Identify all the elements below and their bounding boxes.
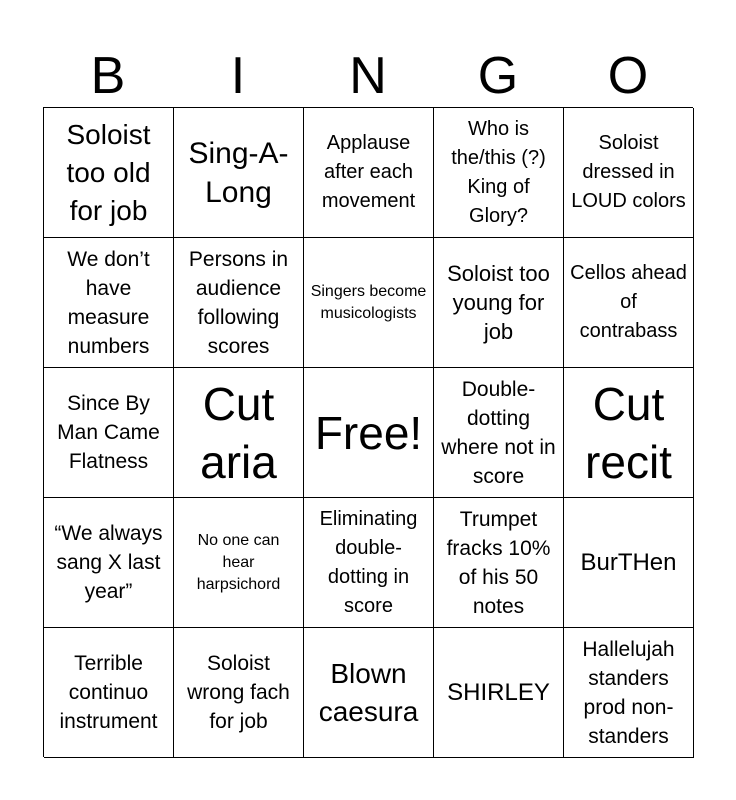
bingo-cell[interactable]: Soloist too old for job	[44, 108, 174, 238]
bingo-header	[43, 44, 693, 108]
bingo-cell[interactable]: Singers become musicologists	[304, 238, 434, 368]
bingo-cell[interactable]: Blown caesura	[304, 628, 434, 758]
header-letter-o: O	[607, 47, 649, 105]
bingo-cell[interactable]: Soloist wrong fach for job	[174, 628, 304, 758]
bingo-cell[interactable]: We don’t have measure numbers	[44, 238, 174, 368]
bingo-cell[interactable]: Persons in audience following scores	[174, 238, 304, 368]
bingo-cell[interactable]: Double-dotting where not in score	[434, 368, 564, 498]
bingo-cell[interactable]: Cellos ahead of contrabass	[564, 238, 694, 368]
bingo-cell[interactable]: Trumpet fracks 10% of his 50 notes	[434, 498, 564, 628]
bingo-cell[interactable]: Cut recit	[564, 368, 694, 498]
bingo-cell[interactable]: Applause after each movement	[304, 108, 434, 238]
bingo-cell[interactable]: Soloist dressed in LOUD colors	[564, 108, 694, 238]
bingo-cell[interactable]: Terrible continuo instrument	[44, 628, 174, 758]
header-letter-g: G	[477, 47, 519, 105]
bingo-cell[interactable]: No one can hear harpsichord	[174, 498, 304, 628]
bingo-card	[43, 107, 693, 757]
free-space-cell[interactable]: Free!	[304, 368, 434, 498]
bingo-cell[interactable]: Since By Man Came Flatness	[44, 368, 174, 498]
bingo-cell[interactable]: Hallelujah standers prod non-standers	[564, 628, 694, 758]
bingo-cell[interactable]: Who is the/this (?) King of Glory?	[434, 108, 564, 238]
bingo-cell[interactable]: Eliminating double-dotting in score	[304, 498, 434, 628]
bingo-cell[interactable]: Soloist too young for job	[434, 238, 564, 368]
header-letter-b: B	[90, 47, 126, 105]
header-letter-i: I	[230, 47, 246, 105]
bingo-cell[interactable]: SHIRLEY	[434, 628, 564, 758]
bingo-cell[interactable]: “We always sang X last year”	[44, 498, 174, 628]
bingo-cell[interactable]: Cut aria	[174, 368, 304, 498]
bingo-cell[interactable]: BurTHen	[564, 498, 694, 628]
header-letter-n: N	[349, 47, 387, 105]
bingo-cell[interactable]: Sing-A-Long	[174, 108, 304, 238]
